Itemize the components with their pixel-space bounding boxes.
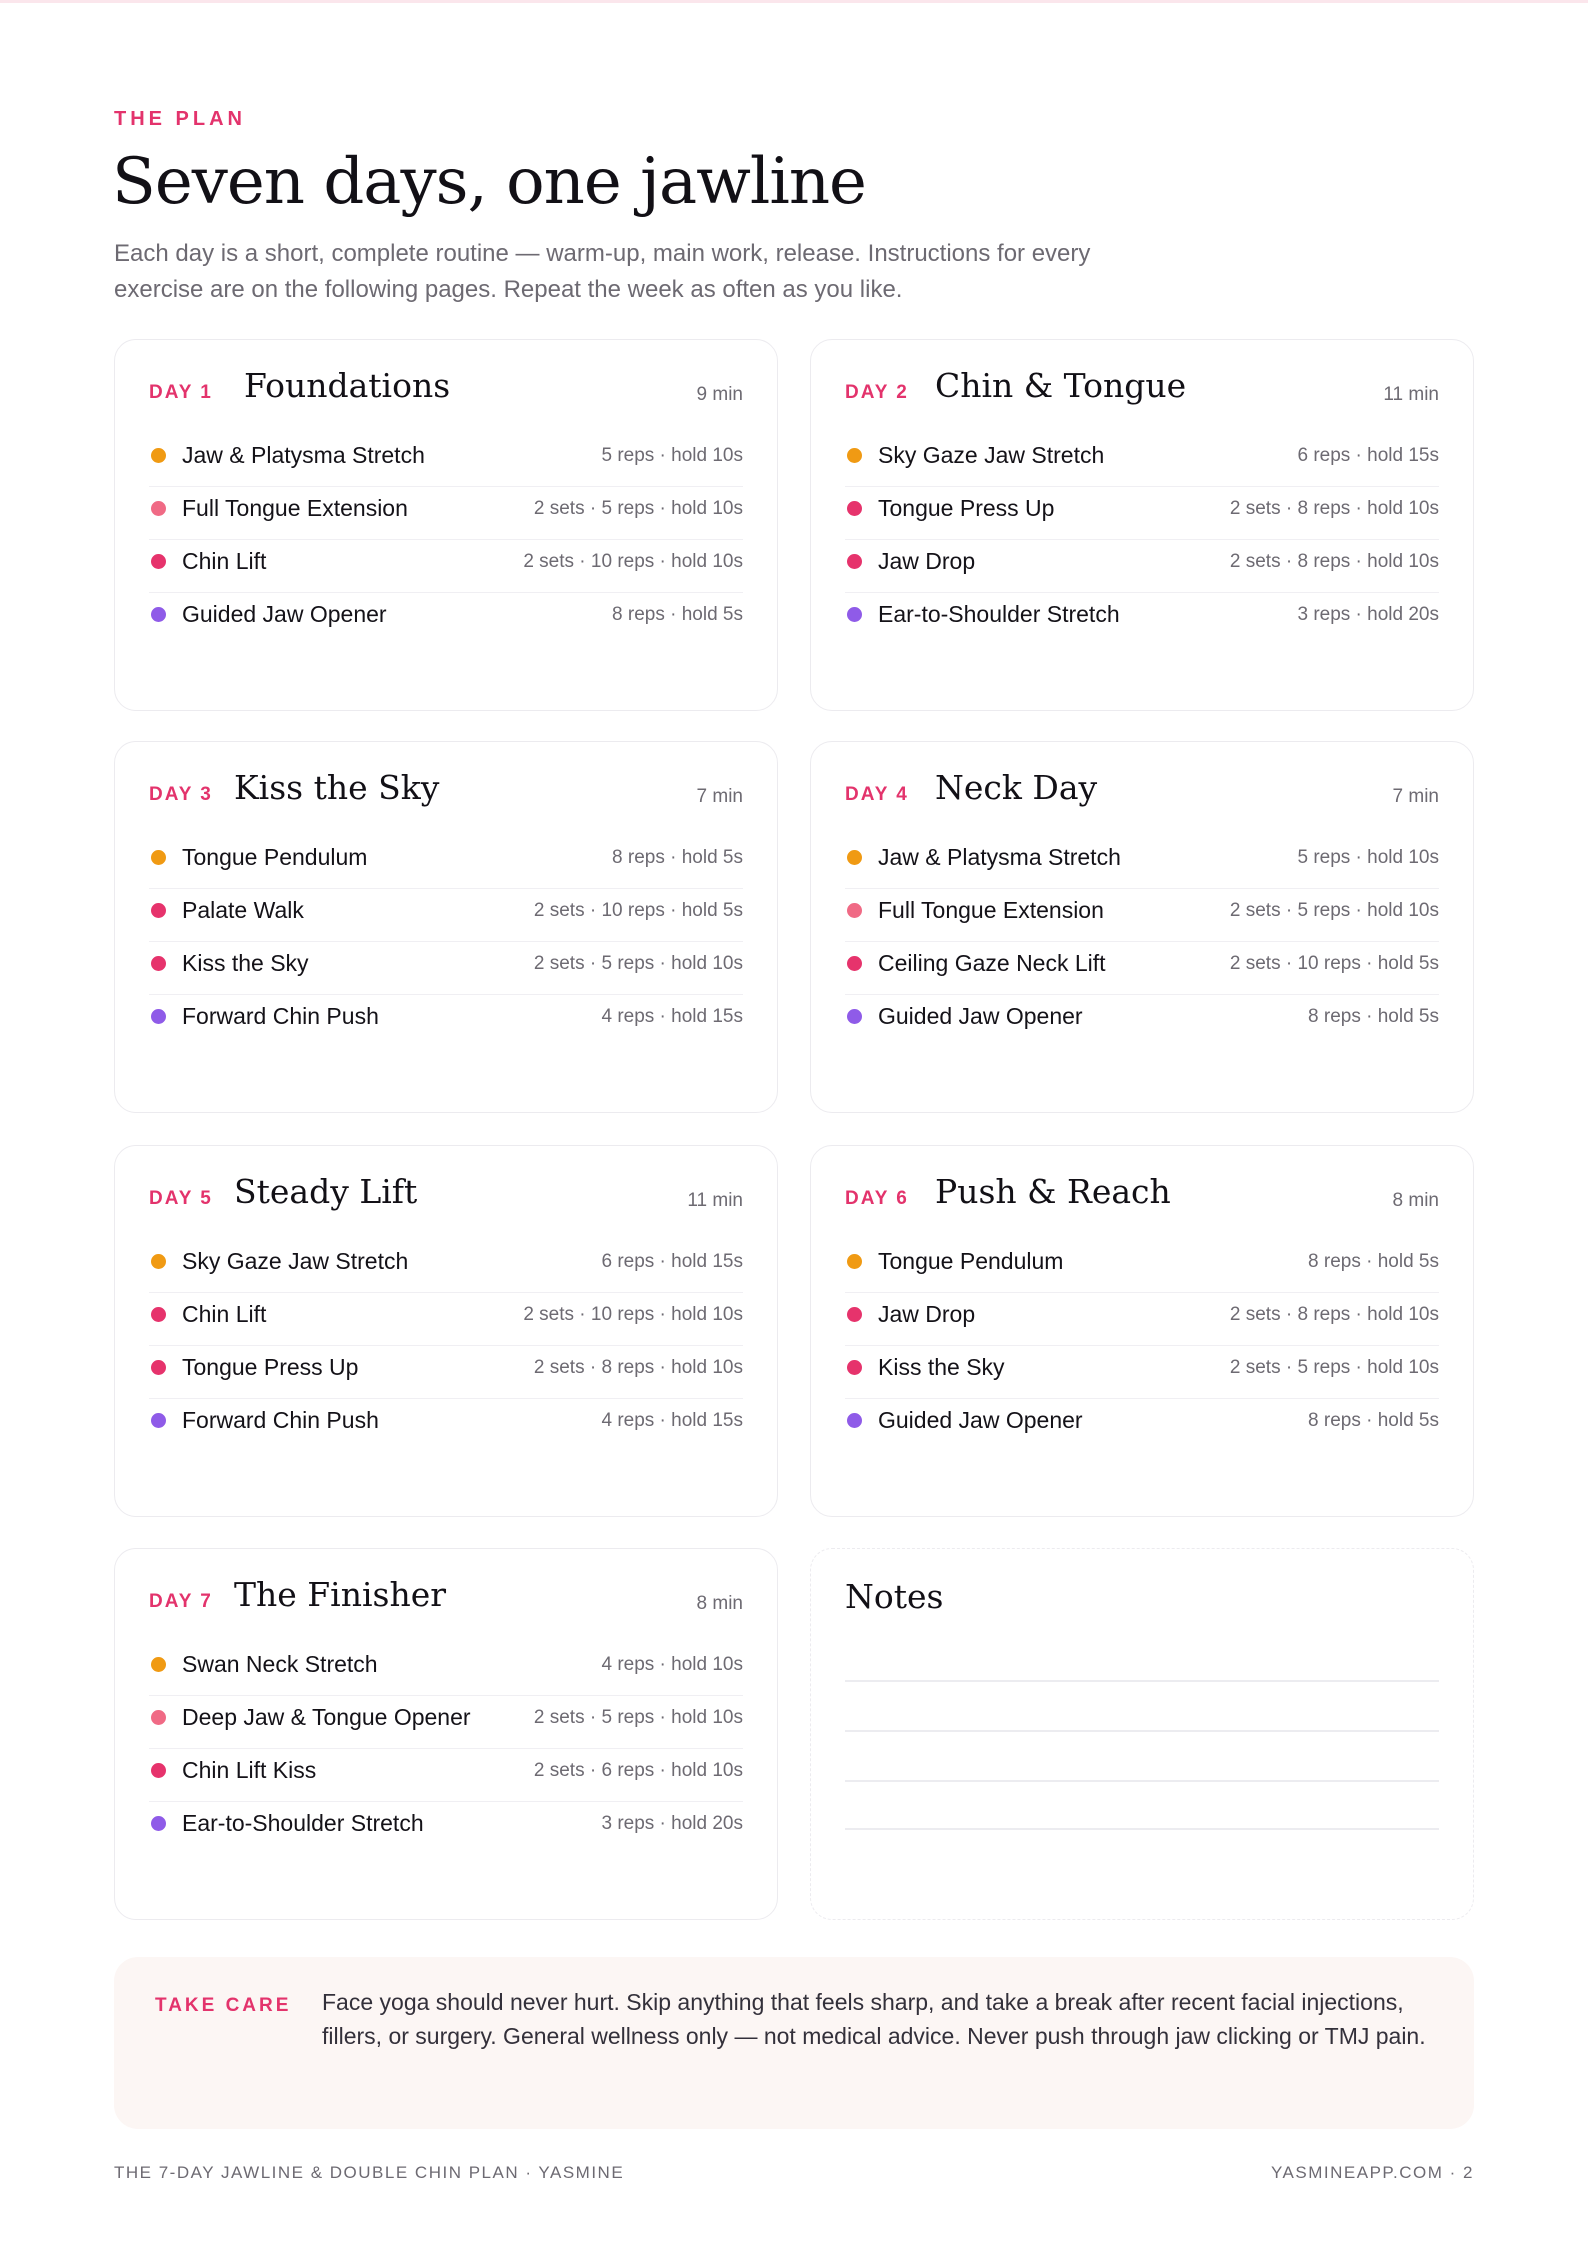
exercise-name: Deep Jaw & Tongue Opener — [182, 1704, 471, 1730]
day-card-header — [149, 1575, 743, 1625]
day-card-1[interactable] — [114, 339, 778, 711]
exercise-detail: 2 sets · 10 reps · hold 5s — [533, 900, 743, 921]
exercise-row[interactable] — [149, 1802, 743, 1855]
day-title: Foundations — [244, 366, 451, 405]
exercise-name: Jaw Drop — [878, 548, 976, 574]
exercise-category-dot-icon — [151, 1816, 166, 1831]
day-duration: 11 min — [687, 1190, 743, 1211]
exercise-row[interactable] — [149, 1240, 743, 1293]
exercise-category-dot-icon — [847, 1307, 862, 1322]
notes-card[interactable] — [810, 1548, 1474, 1920]
day-card-5[interactable] — [114, 1145, 778, 1517]
exercise-row[interactable] — [149, 434, 743, 487]
notes-title: Notes — [845, 1577, 944, 1616]
exercise-list — [845, 434, 1439, 646]
exercise-detail: 3 reps · hold 20s — [601, 1813, 743, 1834]
exercise-detail: 8 reps · hold 5s — [1308, 1410, 1439, 1431]
day-card-7[interactable] — [114, 1548, 778, 1920]
top-accent-rule — [0, 0, 1588, 3]
day-title: Kiss the Sky — [234, 768, 440, 807]
exercise-detail: 4 reps · hold 10s — [601, 1654, 743, 1675]
page-title: Seven days, one jawline — [112, 145, 866, 219]
exercise-category-dot-icon — [151, 903, 166, 918]
exercise-category-dot-icon — [847, 1413, 862, 1428]
day-title: Push & Reach — [935, 1172, 1171, 1211]
exercise-row[interactable] — [845, 995, 1439, 1048]
exercise-name: Chin Lift — [182, 1301, 267, 1327]
exercise-detail: 2 sets · 10 reps · hold 10s — [523, 551, 743, 572]
exercise-detail: 2 sets · 10 reps · hold 10s — [523, 1304, 743, 1325]
day-title: Neck Day — [935, 768, 1098, 807]
exercise-name: Ear-to-Shoulder Stretch — [182, 1810, 424, 1836]
day-label: DAY 2 — [845, 382, 909, 403]
footer-document-title: THE 7-DAY JAWLINE & DOUBLE CHIN PLAN · YASMINE — [114, 2163, 625, 2182]
day-duration: 9 min — [696, 384, 743, 405]
day-card-header — [149, 768, 743, 818]
exercise-row[interactable] — [845, 1399, 1439, 1452]
exercise-list — [845, 836, 1439, 1048]
exercise-list — [149, 434, 743, 646]
exercise-detail: 2 sets · 5 reps · hold 10s — [533, 1707, 743, 1728]
exercise-name: Ceiling Gaze Neck Lift — [878, 950, 1106, 976]
exercise-category-dot-icon — [151, 1360, 166, 1375]
exercise-row[interactable] — [845, 593, 1439, 646]
day-duration: 11 min — [1383, 384, 1439, 405]
day-card-header — [149, 1172, 743, 1222]
exercise-row[interactable] — [845, 889, 1439, 942]
exercise-detail: 4 reps · hold 15s — [601, 1410, 743, 1431]
exercise-detail: 2 sets · 8 reps · hold 10s — [533, 1357, 743, 1378]
exercise-name: Kiss the Sky — [878, 1354, 1005, 1380]
day-label: DAY 6 — [845, 1188, 909, 1209]
exercise-name: Ear-to-Shoulder Stretch — [878, 601, 1120, 627]
day-duration: 8 min — [696, 1593, 743, 1614]
day-label: DAY 7 — [149, 1591, 213, 1612]
exercise-category-dot-icon — [847, 501, 862, 516]
notes-line — [845, 1730, 1439, 1732]
take-care-label: TAKE CARE — [155, 1995, 292, 2016]
exercise-detail: 8 reps · hold 5s — [1308, 1006, 1439, 1027]
exercise-row[interactable] — [149, 1749, 743, 1802]
exercise-row[interactable] — [149, 995, 743, 1048]
exercise-name: Jaw & Platysma Stretch — [878, 844, 1121, 870]
exercise-category-dot-icon — [151, 1763, 166, 1778]
exercise-category-dot-icon — [847, 903, 862, 918]
exercise-list — [149, 1240, 743, 1452]
exercise-category-dot-icon — [847, 448, 862, 463]
exercise-category-dot-icon — [847, 850, 862, 865]
exercise-row[interactable] — [149, 593, 743, 646]
exercise-row[interactable] — [845, 942, 1439, 995]
exercise-name: Tongue Press Up — [878, 495, 1055, 521]
day-label: DAY 3 — [149, 784, 213, 805]
exercise-row[interactable] — [845, 487, 1439, 540]
take-care-text: Face yoga should never hurt. Skip anything that feels sharp, and take a break after recent facial injections, fillers, or surgery. General wellness only — not medical advice. Never push through jaw clicking or TMJ pain. — [322, 1989, 1426, 2049]
day-card-3[interactable] — [114, 741, 778, 1113]
exercise-detail: 2 sets · 8 reps · hold 10s — [1229, 1304, 1439, 1325]
exercise-row[interactable] — [845, 434, 1439, 487]
exercise-name: Swan Neck Stretch — [182, 1651, 378, 1677]
exercise-name: Forward Chin Push — [182, 1407, 379, 1433]
day-duration: 7 min — [1392, 786, 1439, 807]
exercise-row[interactable] — [149, 836, 743, 889]
exercise-detail: 2 sets · 5 reps · hold 10s — [533, 498, 743, 519]
exercise-name: Full Tongue Extension — [182, 495, 408, 521]
exercise-row[interactable] — [149, 889, 743, 942]
exercise-name: Tongue Pendulum — [182, 844, 368, 870]
exercise-category-dot-icon — [151, 1657, 166, 1672]
exercise-detail: 8 reps · hold 5s — [1308, 1251, 1439, 1272]
day-label: DAY 5 — [149, 1188, 213, 1209]
exercise-detail: 5 reps · hold 10s — [601, 445, 743, 466]
exercise-name: Guided Jaw Opener — [878, 1407, 1083, 1433]
exercise-name: Guided Jaw Opener — [878, 1003, 1083, 1029]
day-card-header — [845, 366, 1439, 416]
exercise-name: Chin Lift Kiss — [182, 1757, 317, 1783]
exercise-category-dot-icon — [151, 554, 166, 569]
exercise-name: Kiss the Sky — [182, 950, 309, 976]
exercise-list — [845, 1240, 1439, 1452]
day-duration: 7 min — [696, 786, 743, 807]
exercise-detail: 2 sets · 6 reps · hold 10s — [533, 1760, 743, 1781]
exercise-list — [149, 836, 743, 1048]
footer-page-number: YASMINEAPP.COM · 2 — [1270, 2163, 1474, 2182]
exercise-row[interactable] — [149, 1399, 743, 1452]
exercise-category-dot-icon — [847, 554, 862, 569]
day-card-6[interactable] — [810, 1145, 1474, 1517]
exercise-detail: 2 sets · 5 reps · hold 10s — [533, 953, 743, 974]
exercise-detail: 6 reps · hold 15s — [1297, 445, 1439, 466]
day-label: DAY 4 — [845, 784, 909, 805]
exercise-category-dot-icon — [151, 956, 166, 971]
exercise-detail: 5 reps · hold 10s — [1297, 847, 1439, 868]
exercise-category-dot-icon — [847, 607, 862, 622]
exercise-category-dot-icon — [151, 850, 166, 865]
exercise-detail: 2 sets · 5 reps · hold 10s — [1229, 1357, 1439, 1378]
day-card-header — [845, 768, 1439, 818]
exercise-category-dot-icon — [151, 1413, 166, 1428]
exercise-detail: 3 reps · hold 20s — [1297, 604, 1439, 625]
exercise-name: Chin Lift — [182, 548, 267, 574]
exercise-detail: 2 sets · 5 reps · hold 10s — [1229, 900, 1439, 921]
day-title: The Finisher — [234, 1575, 447, 1614]
exercise-name: Tongue Press Up — [182, 1354, 359, 1380]
exercise-name: Guided Jaw Opener — [182, 601, 387, 627]
section-eyebrow: THE PLAN — [114, 108, 246, 130]
exercise-row[interactable] — [149, 1346, 743, 1399]
notes-line — [845, 1780, 1439, 1782]
exercise-category-dot-icon — [151, 1009, 166, 1024]
day-card-2[interactable] — [810, 339, 1474, 711]
exercise-category-dot-icon — [847, 956, 862, 971]
exercise-category-dot-icon — [151, 1710, 166, 1725]
exercise-category-dot-icon — [151, 501, 166, 516]
exercise-name: Tongue Pendulum — [878, 1248, 1064, 1274]
exercise-row[interactable] — [149, 1696, 743, 1749]
exercise-row[interactable] — [149, 540, 743, 593]
exercise-row[interactable] — [845, 1293, 1439, 1346]
exercise-category-dot-icon — [151, 448, 166, 463]
exercise-detail: 2 sets · 8 reps · hold 10s — [1229, 498, 1439, 519]
exercise-category-dot-icon — [151, 1254, 166, 1269]
day-card-header — [149, 366, 743, 416]
notes-line — [845, 1680, 1439, 1682]
exercise-detail: 6 reps · hold 15s — [601, 1251, 743, 1272]
exercise-row[interactable] — [149, 1643, 743, 1696]
exercise-category-dot-icon — [847, 1254, 862, 1269]
day-title: Steady Lift — [234, 1172, 418, 1211]
exercise-name: Jaw & Platysma Stretch — [182, 442, 425, 468]
exercise-name: Jaw Drop — [878, 1301, 976, 1327]
exercise-list — [149, 1643, 743, 1855]
exercise-category-dot-icon — [151, 1307, 166, 1322]
exercise-category-dot-icon — [847, 1009, 862, 1024]
day-card-header — [845, 1172, 1439, 1222]
exercise-row[interactable] — [149, 487, 743, 540]
day-duration: 8 min — [1392, 1190, 1439, 1211]
exercise-detail: 8 reps · hold 5s — [612, 847, 743, 868]
exercise-detail: 2 sets · 8 reps · hold 10s — [1229, 551, 1439, 572]
exercise-row[interactable] — [149, 942, 743, 995]
exercise-category-dot-icon — [847, 1360, 862, 1375]
exercise-name: Forward Chin Push — [182, 1003, 379, 1029]
intro-paragraph: Each day is a short, complete routine — warm-up, main work, release. Instructions for every exercise are on the following pages. Repeat the week as often as you like. — [114, 240, 1091, 303]
exercise-category-dot-icon — [151, 607, 166, 622]
day-card-4[interactable] — [810, 741, 1474, 1113]
exercise-row[interactable] — [845, 1346, 1439, 1399]
exercise-name: Palate Walk — [182, 897, 304, 923]
exercise-detail: 8 reps · hold 5s — [612, 604, 743, 625]
take-care-callout — [114, 1957, 1474, 2129]
exercise-name: Sky Gaze Jaw Stretch — [182, 1248, 409, 1274]
exercise-detail: 2 sets · 10 reps · hold 5s — [1229, 953, 1439, 974]
day-title: Chin & Tongue — [935, 366, 1187, 405]
exercise-row[interactable] — [149, 1293, 743, 1346]
exercise-row[interactable] — [845, 836, 1439, 889]
exercise-detail: 4 reps · hold 15s — [601, 1006, 743, 1027]
exercise-name: Full Tongue Extension — [878, 897, 1104, 923]
exercise-name: Sky Gaze Jaw Stretch — [878, 442, 1105, 468]
day-label: DAY 1 — [149, 382, 213, 403]
exercise-row[interactable] — [845, 540, 1439, 593]
notes-line — [845, 1828, 1439, 1830]
exercise-row[interactable] — [845, 1240, 1439, 1293]
